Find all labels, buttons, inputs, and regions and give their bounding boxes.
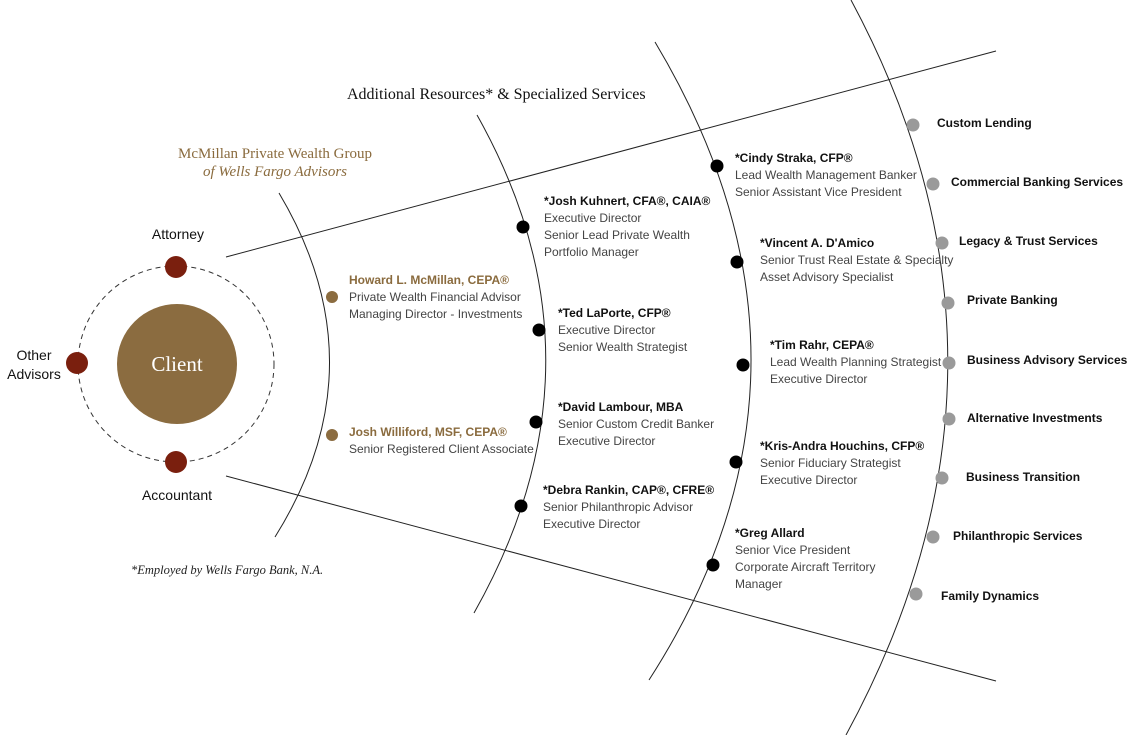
service-label: Business Transition <box>966 470 1081 484</box>
resource-dot <box>515 500 528 513</box>
resource-person <box>558 305 687 356</box>
service-label: Business Advisory Services <box>967 353 1127 367</box>
other-advisors-line1: Other <box>16 347 52 363</box>
resource-person-title: Asset Advisory Specialist <box>760 270 894 284</box>
resource-person-title: Portfolio Manager <box>544 245 639 259</box>
service-label: Commercial Banking Services <box>951 175 1124 189</box>
resource-person <box>735 525 876 593</box>
service-dot <box>943 357 956 370</box>
core-team-dot <box>326 429 338 441</box>
team-member <box>349 424 534 458</box>
client-circle <box>117 304 237 424</box>
resource-person <box>760 235 953 286</box>
resource-dot <box>711 160 724 173</box>
resource-person <box>543 482 714 533</box>
resource-person <box>770 337 941 388</box>
resource-person-title: Senior Custom Credit Banker <box>558 417 715 431</box>
service-dot <box>907 119 920 132</box>
resource-person-title: Lead Wealth Planning Strategist <box>770 355 942 369</box>
team-member-name: Josh Williford, MSF, CEPA® <box>349 425 507 439</box>
arc-resources-inner <box>474 115 546 613</box>
service-dot <box>942 297 955 310</box>
service-label: Philanthropic Services <box>953 529 1083 543</box>
resource-person-name: *David Lambour, MBA <box>558 400 684 414</box>
resource-person-title: Senior Wealth Strategist <box>558 340 688 354</box>
resource-person-title: Senior Fiduciary Strategist <box>760 456 901 470</box>
resource-person <box>558 399 714 450</box>
attorney-label: Attorney <box>151 226 205 242</box>
resources-heading: Additional Resources* & Specialized Services <box>347 86 646 103</box>
client-label: Client <box>151 351 203 376</box>
resource-person-name: *Kris-Andra Houchins, CFP® <box>760 439 925 453</box>
resource-person-name: *Ted LaPorte, CFP® <box>558 306 671 320</box>
resource-person-title: Senior Assistant Vice President <box>735 185 902 199</box>
resource-person-name: *Vincent A. D'Amico <box>760 236 875 250</box>
service-dot <box>943 413 956 426</box>
resource-person-name: *Josh Kuhnert, CFA®, CAIA® <box>544 194 711 208</box>
group-subtitle: of Wells Fargo Advisors <box>202 164 348 180</box>
resource-person-title: Manager <box>735 577 783 591</box>
service-dot <box>910 588 923 601</box>
service-dot <box>927 531 940 544</box>
resource-person <box>760 438 924 489</box>
arc-core-team <box>275 193 330 537</box>
team-member-title: Private Wealth Financial Advisor <box>349 290 521 304</box>
service-label: Alternative Investments <box>967 411 1103 425</box>
other-advisors-label <box>2 346 66 384</box>
service-dot <box>936 472 949 485</box>
service-label: Legacy & Trust Services <box>959 234 1098 248</box>
resource-dot <box>533 324 546 337</box>
resource-person-name: *Greg Allard <box>735 526 805 540</box>
team-member-title: Senior Registered Client Associate <box>349 442 534 456</box>
resource-person-title: Executive Director <box>558 434 656 448</box>
resource-dot <box>730 456 743 469</box>
resource-person-title: Lead Wealth Management Banker <box>735 168 917 182</box>
resource-person-title: Senior Vice President <box>735 543 851 557</box>
service-dot <box>927 178 940 191</box>
resource-person-title: Senior Trust Real Estate & Specialty <box>760 253 954 267</box>
resource-person <box>735 150 917 201</box>
resource-dot <box>517 221 530 234</box>
resource-dot <box>737 359 750 372</box>
resource-person-name: *Debra Rankin, CAP®, CFRE® <box>543 483 715 497</box>
resource-person-title: Senior Philanthropic Advisor <box>543 500 694 514</box>
resource-person <box>544 193 710 261</box>
team-member-name: Howard L. McMillan, CEPA® <box>349 273 509 287</box>
resource-dot <box>707 559 720 572</box>
resource-person-title: Executive Director <box>760 473 858 487</box>
resource-person-title: Executive Director <box>544 211 642 225</box>
resource-person-name: *Tim Rahr, CEPA® <box>770 338 874 352</box>
service-label: Private Banking <box>967 293 1058 307</box>
team-member <box>349 272 522 323</box>
team-member-title: Managing Director - Investments <box>349 307 523 321</box>
resource-person-title: Executive Director <box>558 323 656 337</box>
resource-person-title: Executive Director <box>543 517 641 531</box>
resource-person-title: Corporate Aircraft Territory <box>735 560 876 574</box>
resource-person-name: *Cindy Straka, CFP® <box>735 151 853 165</box>
resource-person-title: Senior Lead Private Wealth <box>544 228 690 242</box>
footnote: *Employed by Wells Fargo Bank, N.A. <box>131 563 324 577</box>
group-name: McMillan Private Wealth Group <box>178 146 372 162</box>
service-label: Family Dynamics <box>941 589 1040 603</box>
resource-dot <box>731 256 744 269</box>
resource-person-title: Executive Director <box>770 372 868 386</box>
accountant-label: Accountant <box>141 487 213 503</box>
accountant-dot <box>165 451 187 473</box>
other-advisors-line2: Advisors <box>7 366 61 382</box>
core-team-dot <box>326 291 338 303</box>
service-label: Custom Lending <box>937 116 1032 130</box>
attorney-dot <box>165 256 187 278</box>
other-advisors-dot <box>66 352 88 374</box>
